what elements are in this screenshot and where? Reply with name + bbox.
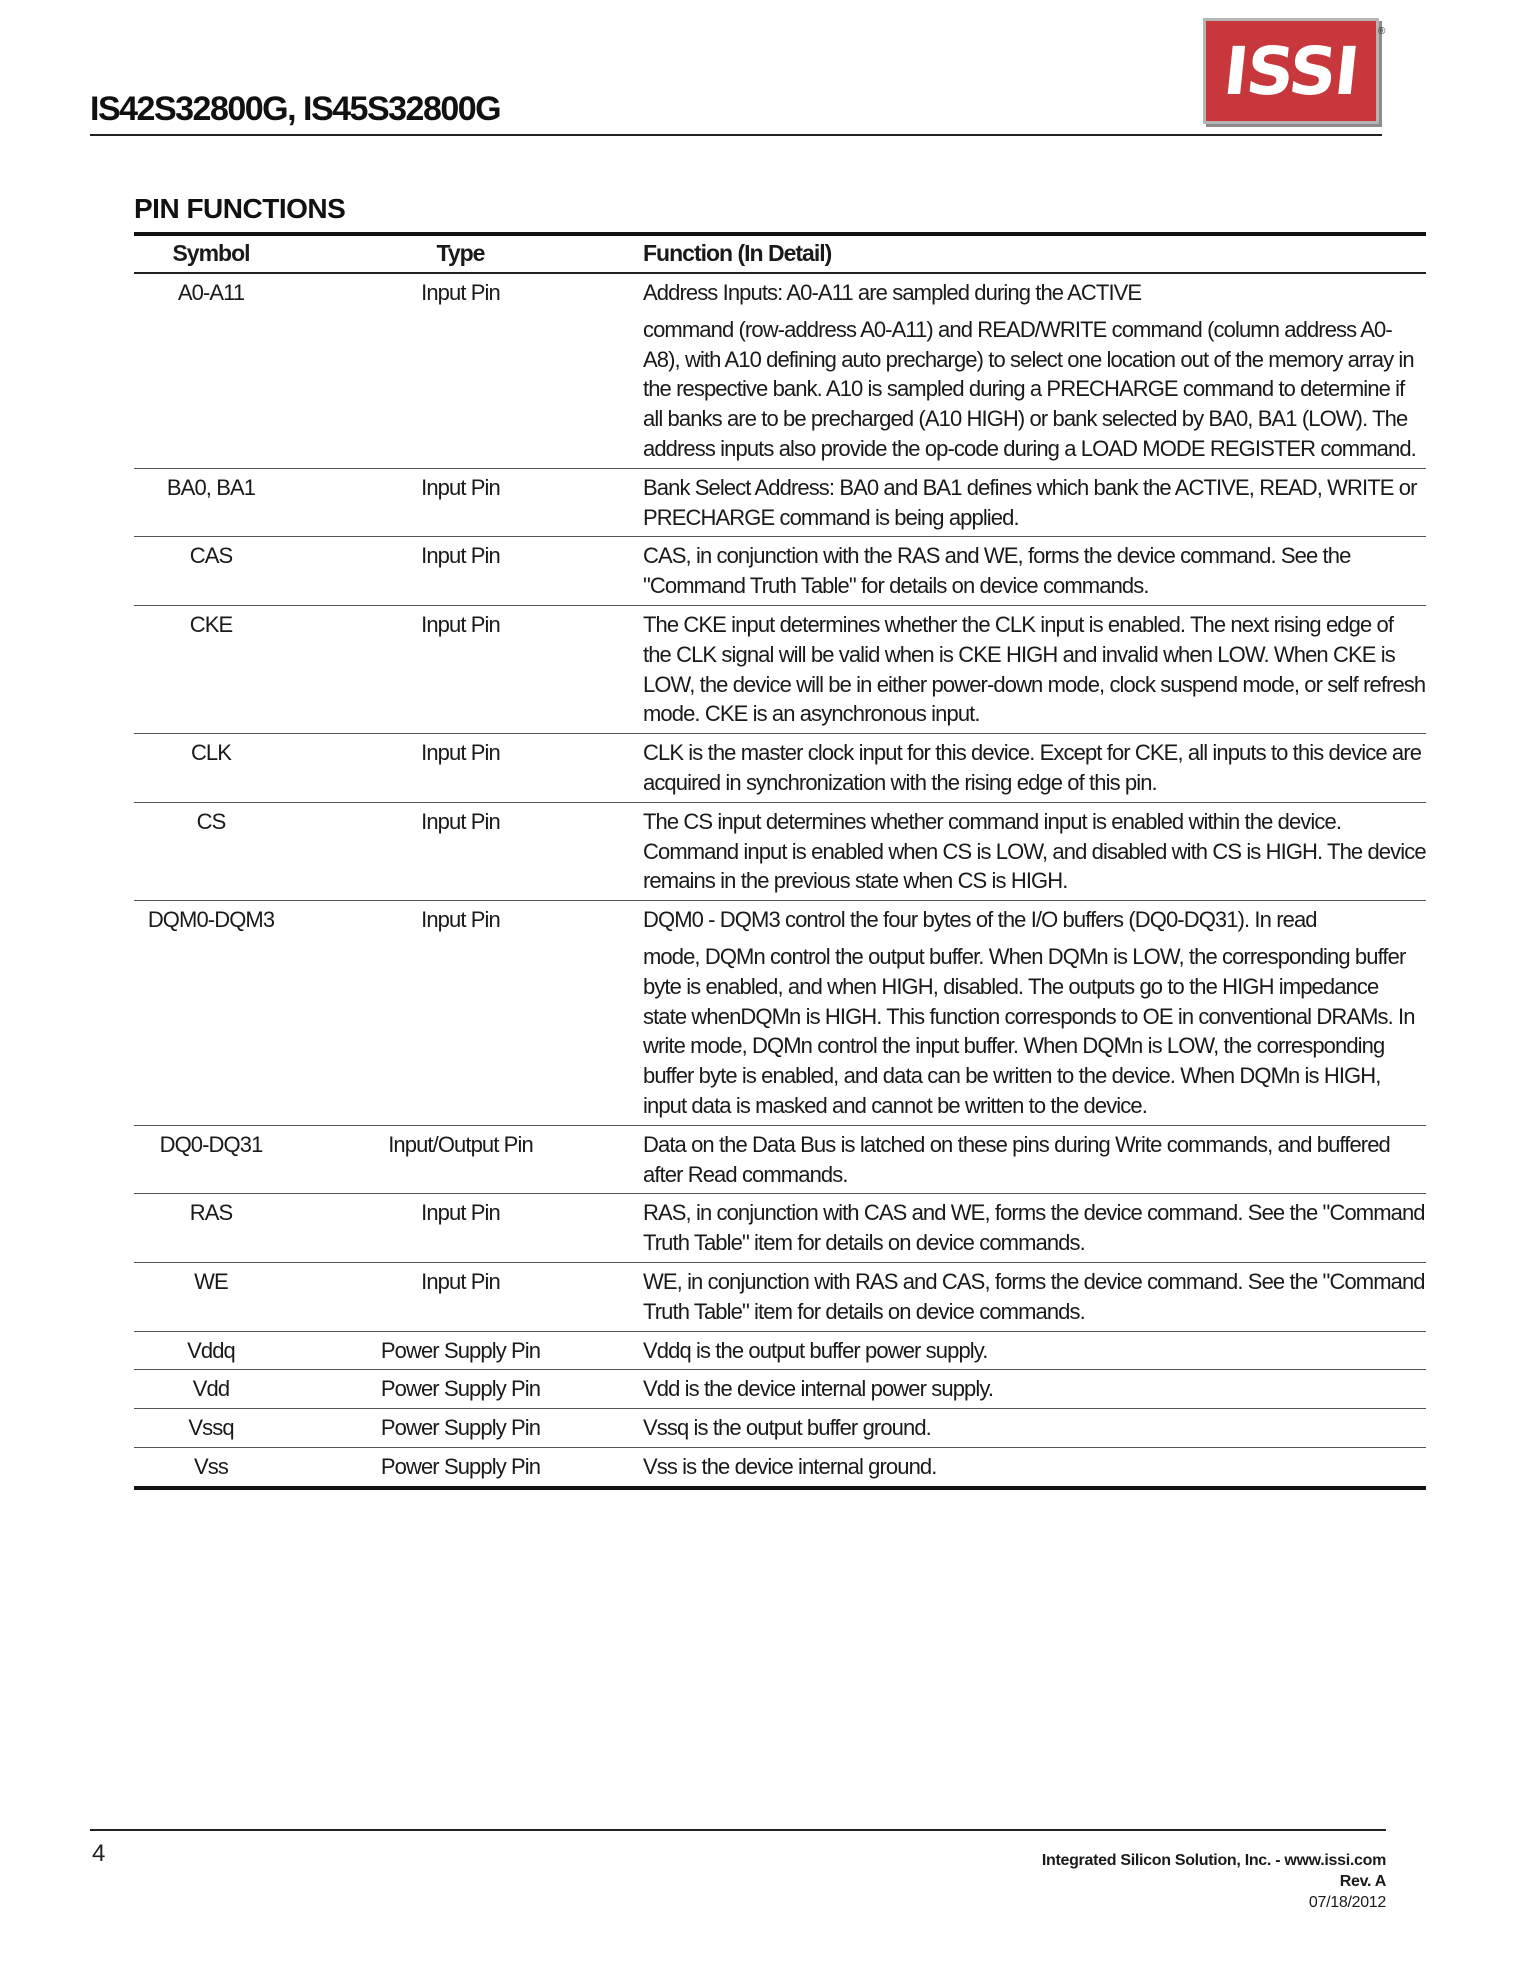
cell-symbol: Vddq — [187, 1337, 235, 1363]
cell-symbol: A0-A11 — [177, 280, 245, 305]
cell-type: Input/Output Pin — [388, 1131, 533, 1157]
table-header — [134, 236, 1426, 274]
footer-divider — [90, 1829, 1386, 1831]
column-header-type: Type — [436, 240, 485, 266]
cell-function — [633, 537, 1426, 605]
function-text: Vssq is the output buffer ground. — [643, 1415, 931, 1441]
logo-text: ISSI — [1220, 32, 1362, 110]
function-text: Vss is the device internal ground. — [643, 1453, 937, 1479]
cell-function — [633, 1263, 1426, 1331]
cell-function — [633, 606, 1426, 733]
cell-type: Input Pin — [421, 474, 500, 500]
table-row — [134, 606, 1426, 734]
table-row — [134, 1332, 1426, 1371]
table-row — [134, 734, 1426, 803]
cell-type: Power Supply Pin — [380, 1376, 541, 1402]
function-text: Data on the Data Bus is latched on these pins during Write commands, and buffered after Read commands. — [643, 1131, 1390, 1187]
section-title: PIN FUNCTIONS — [134, 193, 346, 224]
table-row — [134, 469, 1426, 538]
cell-function — [633, 1332, 1426, 1370]
cell-type: Input Pin — [421, 808, 500, 834]
table-row — [134, 1126, 1426, 1195]
function-text: Vddq is the output buffer power supply. — [643, 1337, 988, 1363]
cell-symbol: Vss — [194, 1453, 228, 1479]
table-row — [134, 274, 1426, 469]
cell-type: Input Pin — [421, 1200, 500, 1226]
table-row — [134, 1409, 1426, 1448]
cell-type: Power Supply Pin — [380, 1415, 541, 1441]
column-header-function: Function (In Detail) — [643, 240, 832, 266]
cell-function — [633, 1126, 1426, 1194]
cell-function — [633, 803, 1426, 900]
function-lead-line: DQM0 - DQM3 control the four bytes of the I/O buffers (DQ0-DQ31). In read — [643, 907, 1317, 933]
function-text: Vdd is the device internal power supply. — [643, 1376, 994, 1402]
function-text: The CKE input determines whether the CLK input is enabled. The next rising edge of the CLK signal will be valid when is CKE HIGH and invalid when LOW. When CKE is LOW, the device will be in either power-down mode, clock suspend mode, or self refresh mode. CKE is an asynchronous input. — [643, 611, 1426, 727]
cell-symbol: BA0, BA1 — [166, 474, 256, 500]
function-text: CAS, in conjunction with the RAS and WE, forms the device command. See the "Command Truth Table" for details on device commands. — [643, 543, 1351, 599]
cell-symbol: RAS — [189, 1200, 233, 1226]
table-row — [134, 803, 1426, 901]
cell-function — [633, 1409, 1426, 1447]
cell-function — [633, 1448, 1426, 1486]
cell-function — [633, 469, 1426, 537]
table-row — [134, 901, 1426, 1126]
part-title: IS42S32800G, IS45S32800G — [90, 90, 501, 128]
function-text: RAS, in conjunction with CAS and WE, forms the device command. See the "Command Truth Table" item for details on device commands. — [643, 1200, 1425, 1256]
cell-type: Input Pin — [421, 740, 500, 766]
cell-symbol: Vdd — [192, 1376, 230, 1402]
function-text: mode, DQMn control the output buffer. When DQMn is LOW, the corresponding buffer byte is enabled, and when HIGH, disabled. The outputs go to the HIGH impedance state whenDQMn is HIGH. This function corresponds to OE in conventional DRAMs. In write mode, DQMn control the input buffer. When DQMn is LOW, the corresponding buffer byte is enabled, and data can be written to the device. When DQMn is HIGH, input data is masked and cannot be written to the device. — [643, 943, 1415, 1118]
function-text: The CS input determines whether command input is enabled within the device. Command input is enabled when CS is LOW, and disabled with CS is HIGH. The device remains in the previous state when CS is HIGH. — [643, 808, 1426, 894]
table-row — [134, 1448, 1426, 1486]
cell-type: Power Supply Pin — [380, 1453, 541, 1479]
cell-symbol: DQM0-DQM3 — [147, 907, 275, 933]
footer-info — [1042, 1850, 1386, 1913]
company-line: Integrated Silicon Solution, Inc. - www.issi.com — [1041, 1852, 1386, 1869]
cell-function — [633, 1370, 1426, 1408]
cell-function — [633, 1194, 1426, 1262]
cell-type: Input Pin — [421, 611, 500, 637]
table-row — [134, 537, 1426, 606]
table-body — [134, 274, 1426, 1486]
revision: Rev. A — [1339, 1873, 1386, 1890]
function-text: Bank Select Address: BA0 and BA1 defines which bank the ACTIVE, READ, WRITE or PRECHARGE command is being applied. — [643, 474, 1417, 530]
cell-function — [633, 734, 1426, 802]
cell-type: Input Pin — [421, 280, 500, 305]
cell-symbol: CAS — [189, 543, 233, 569]
function-text: command (row-address A0-A11) and READ/WRITE command (column address A0-A8), with A10 defining auto precharge) to select one location out of the memory array in the respective bank. A10 is sampled during a PRECHARGE command to determine if all banks are to be precharged (A10 HIGH) or bank selected by BA0, BA1 (LOW). The address inputs also provide the op-code during a LOAD MODE REGISTER command. — [643, 316, 1416, 461]
cell-type: Input Pin — [421, 543, 500, 569]
cell-symbol: WE — [194, 1268, 228, 1294]
page-number: 4 — [92, 1840, 106, 1867]
table-row — [134, 1263, 1426, 1332]
revision-date: 07/18/2012 — [1308, 1894, 1386, 1911]
cell-type: Input Pin — [421, 907, 500, 933]
cell-type: Input Pin — [421, 1268, 500, 1294]
cell-symbol: CKE — [189, 611, 233, 637]
cell-symbol: DQ0-DQ31 — [159, 1131, 263, 1157]
cell-symbol: CLK — [190, 740, 232, 766]
pin-functions-table — [134, 232, 1426, 1490]
function-lead-line: Address Inputs: A0-A11 are sampled during the ACTIVE — [643, 280, 1142, 305]
cell-function — [633, 901, 1426, 1125]
table-row — [134, 1194, 1426, 1263]
header-divider — [90, 134, 1382, 136]
table-row — [134, 1370, 1426, 1409]
function-text: CLK is the master clock input for this device. Except for CKE, all inputs to this device are acquired in synchronization with the rising edge of this pin. — [643, 740, 1422, 795]
cell-type: Power Supply Pin — [380, 1337, 541, 1363]
registered-mark: ® — [1378, 26, 1386, 37]
issi-logo — [1203, 18, 1379, 124]
cell-symbol: CS — [196, 808, 226, 834]
cell-function — [633, 274, 1426, 468]
function-text: WE, in conjunction with RAS and CAS, forms the device command. See the "Command Truth Table" item for details on device commands. — [643, 1268, 1425, 1324]
cell-symbol: Vssq — [188, 1415, 234, 1441]
column-header-symbol: Symbol — [172, 240, 250, 266]
